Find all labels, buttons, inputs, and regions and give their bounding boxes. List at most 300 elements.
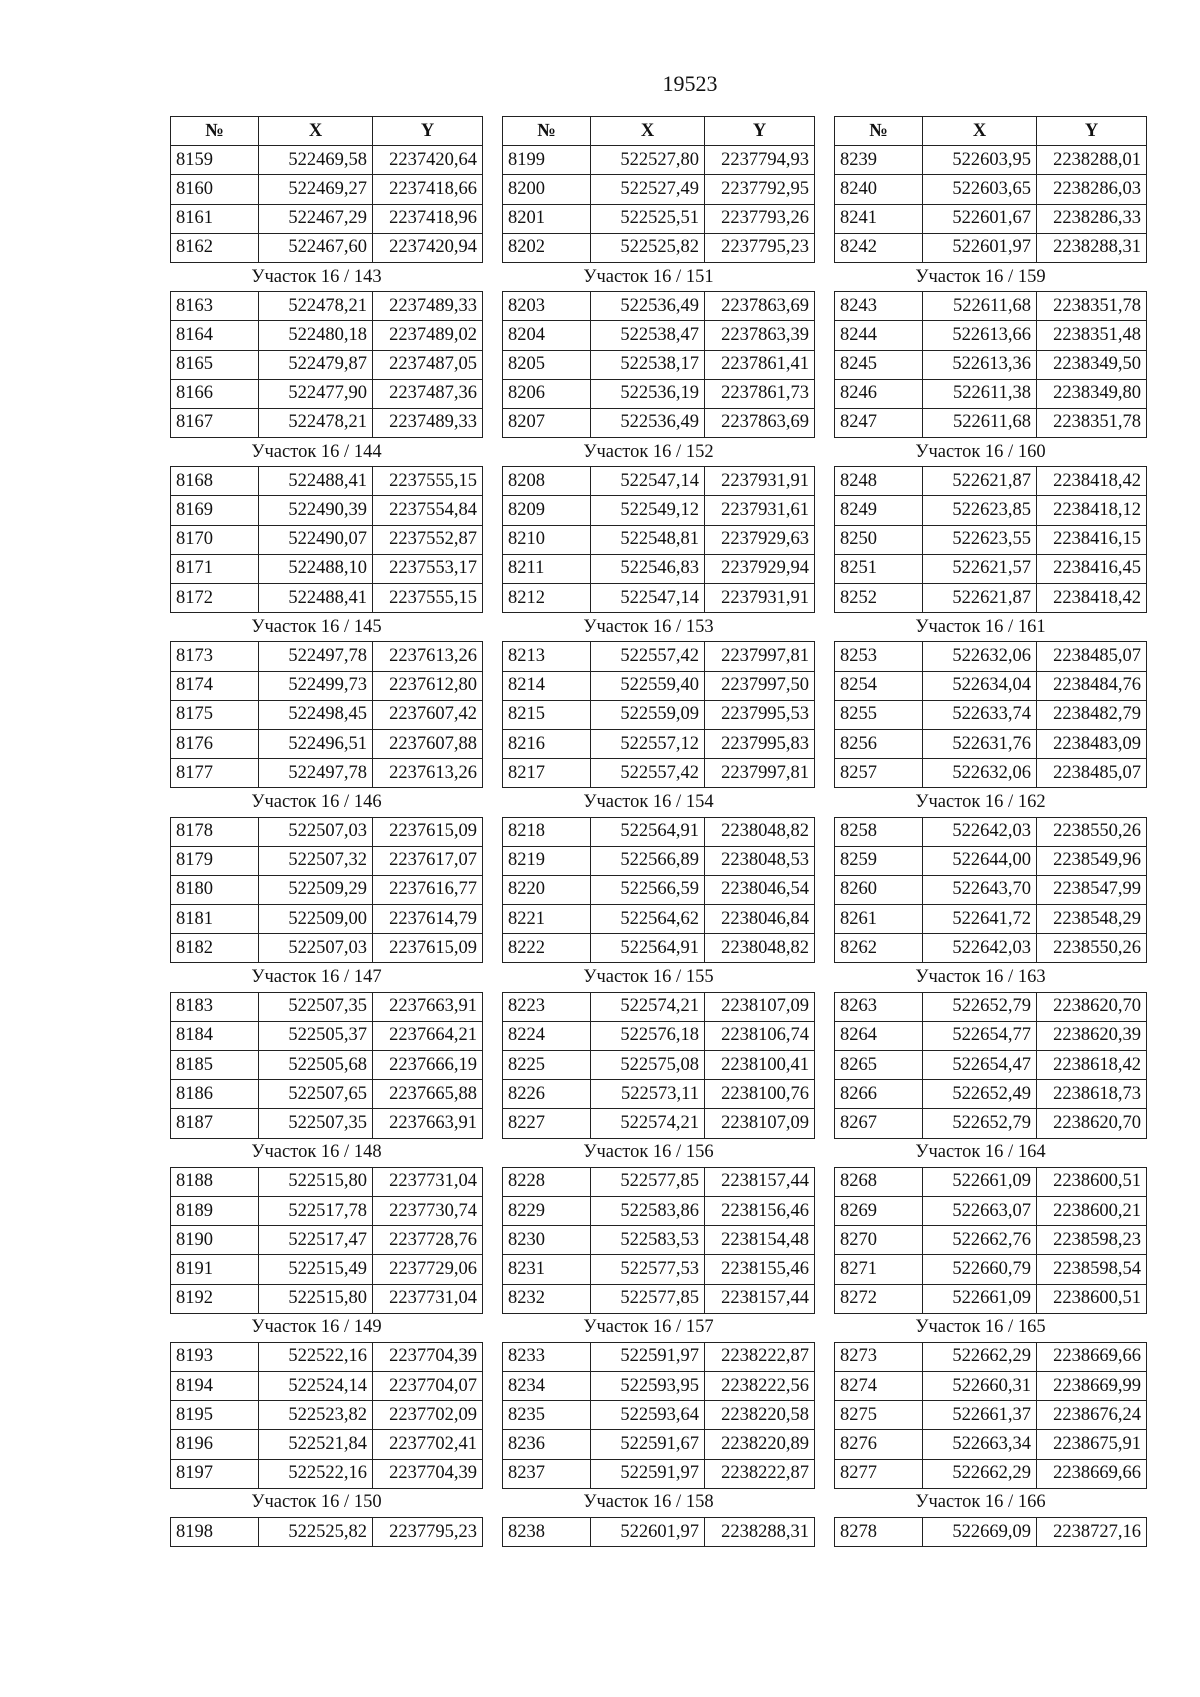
table-row — [171, 584, 483, 613]
point-number-cell: 8258 — [835, 817, 923, 846]
y-coordinate-cell: 2237995,53 — [705, 700, 815, 729]
table-row — [835, 1226, 1147, 1255]
x-coordinate-cell: 522525,82 — [591, 233, 705, 262]
y-coordinate-cell: 2237555,15 — [373, 584, 483, 613]
section-label: Участок 16 / 157 — [503, 1313, 815, 1342]
point-number-cell: 8269 — [835, 1196, 923, 1225]
column-header-number: № — [503, 117, 591, 146]
x-coordinate-cell: 522515,80 — [259, 1284, 373, 1313]
y-coordinate-cell: 2238107,09 — [705, 992, 815, 1021]
x-coordinate-cell: 522603,65 — [923, 175, 1037, 204]
table-row — [503, 1080, 815, 1109]
table-row — [835, 846, 1147, 875]
x-coordinate-cell: 522521,84 — [259, 1430, 373, 1459]
table-row — [503, 1109, 815, 1138]
point-number-cell: 8227 — [503, 1109, 591, 1138]
point-number-cell: 8223 — [503, 992, 591, 1021]
section-header-row — [171, 613, 483, 642]
x-coordinate-cell: 522522,16 — [259, 1459, 373, 1488]
y-coordinate-cell: 2237663,91 — [373, 1109, 483, 1138]
point-number-cell: 8214 — [503, 671, 591, 700]
table-row — [171, 759, 483, 788]
y-coordinate-cell: 2237997,81 — [705, 642, 815, 671]
column-header-number: № — [835, 117, 923, 146]
x-coordinate-cell: 522577,53 — [591, 1255, 705, 1284]
table-row — [171, 350, 483, 379]
x-coordinate-cell: 522611,38 — [923, 379, 1037, 408]
x-coordinate-cell: 522663,07 — [923, 1196, 1037, 1225]
y-coordinate-cell: 2237863,69 — [705, 408, 815, 437]
table-row — [503, 1342, 815, 1371]
point-number-cell: 8186 — [171, 1080, 259, 1109]
point-number-cell: 8170 — [171, 525, 259, 554]
coordinate-table-1 — [170, 116, 483, 1547]
column-header-y: Y — [1037, 117, 1147, 146]
y-coordinate-cell: 2237795,23 — [373, 1518, 483, 1547]
section-label: Участок 16 / 154 — [503, 788, 815, 817]
y-coordinate-cell: 2238351,78 — [1037, 408, 1147, 437]
y-coordinate-cell: 2237617,07 — [373, 846, 483, 875]
y-coordinate-cell: 2237704,07 — [373, 1372, 483, 1401]
table-header-row — [171, 117, 483, 146]
point-number-cell: 8257 — [835, 759, 923, 788]
point-number-cell: 8267 — [835, 1109, 923, 1138]
table-row — [835, 408, 1147, 437]
y-coordinate-cell: 2238550,26 — [1037, 817, 1147, 846]
y-coordinate-cell: 2237728,76 — [373, 1226, 483, 1255]
point-number-cell: 8235 — [503, 1401, 591, 1430]
point-number-cell: 8175 — [171, 700, 259, 729]
section-label: Участок 16 / 148 — [171, 1138, 483, 1167]
table-row — [503, 554, 815, 583]
x-coordinate-cell: 522601,97 — [591, 1518, 705, 1547]
point-number-cell: 8232 — [503, 1284, 591, 1313]
point-number-cell: 8193 — [171, 1342, 259, 1371]
point-number-cell: 8276 — [835, 1430, 923, 1459]
y-coordinate-cell: 2237418,96 — [373, 204, 483, 233]
y-coordinate-cell: 2237704,39 — [373, 1342, 483, 1371]
section-header-row — [503, 963, 815, 992]
table-row — [503, 642, 815, 671]
section-header-row — [171, 788, 483, 817]
x-coordinate-cell: 522621,87 — [923, 467, 1037, 496]
y-coordinate-cell: 2238351,78 — [1037, 292, 1147, 321]
y-coordinate-cell: 2237615,09 — [373, 934, 483, 963]
point-number-cell: 8236 — [503, 1430, 591, 1459]
point-number-cell: 8261 — [835, 905, 923, 934]
y-coordinate-cell: 2238484,76 — [1037, 671, 1147, 700]
section-label: Участок 16 / 147 — [171, 963, 483, 992]
x-coordinate-cell: 522505,68 — [259, 1051, 373, 1080]
table-row — [835, 467, 1147, 496]
x-coordinate-cell: 522654,77 — [923, 1021, 1037, 1050]
x-coordinate-cell: 522654,47 — [923, 1051, 1037, 1080]
x-coordinate-cell: 522634,04 — [923, 671, 1037, 700]
section-label: Участок 16 / 166 — [835, 1488, 1147, 1517]
y-coordinate-cell: 2238046,54 — [705, 875, 815, 904]
point-number-cell: 8176 — [171, 729, 259, 758]
section-label: Участок 16 / 156 — [503, 1138, 815, 1167]
table-row — [503, 292, 815, 321]
table-row — [503, 175, 815, 204]
y-coordinate-cell: 2237702,41 — [373, 1430, 483, 1459]
point-number-cell: 8178 — [171, 817, 259, 846]
table-row — [835, 1196, 1147, 1225]
y-coordinate-cell: 2237607,88 — [373, 729, 483, 758]
x-coordinate-cell: 522527,49 — [591, 175, 705, 204]
page-number: 19523 — [662, 71, 718, 96]
point-number-cell: 8239 — [835, 146, 923, 175]
section-header-row — [835, 963, 1147, 992]
table-row — [503, 875, 815, 904]
section-header-row — [835, 1138, 1147, 1167]
section-label: Участок 16 / 159 — [835, 262, 1147, 291]
table-row — [171, 554, 483, 583]
x-coordinate-cell: 522469,58 — [259, 146, 373, 175]
point-number-cell: 8248 — [835, 467, 923, 496]
point-number-cell: 8259 — [835, 846, 923, 875]
table-row — [835, 1080, 1147, 1109]
table-row — [503, 700, 815, 729]
y-coordinate-cell: 2237420,64 — [373, 146, 483, 175]
point-number-cell: 8179 — [171, 846, 259, 875]
table-row — [835, 729, 1147, 758]
point-number-cell: 8205 — [503, 350, 591, 379]
table-row — [503, 467, 815, 496]
y-coordinate-cell: 2237663,91 — [373, 992, 483, 1021]
table-row — [503, 934, 815, 963]
table-row — [503, 1196, 815, 1225]
table-row — [171, 379, 483, 408]
x-coordinate-cell: 522574,21 — [591, 992, 705, 1021]
section-header-row — [503, 788, 815, 817]
point-number-cell: 8260 — [835, 875, 923, 904]
point-number-cell: 8240 — [835, 175, 923, 204]
x-coordinate-cell: 522507,03 — [259, 934, 373, 963]
table-row — [835, 350, 1147, 379]
x-coordinate-cell: 522613,66 — [923, 321, 1037, 350]
x-coordinate-cell: 522549,12 — [591, 496, 705, 525]
y-coordinate-cell: 2238547,99 — [1037, 875, 1147, 904]
point-number-cell: 8247 — [835, 408, 923, 437]
point-number-cell: 8207 — [503, 408, 591, 437]
y-coordinate-cell: 2238155,46 — [705, 1255, 815, 1284]
y-coordinate-cell: 2237489,33 — [373, 292, 483, 321]
x-coordinate-cell: 522593,64 — [591, 1401, 705, 1430]
coordinate-table-3 — [834, 116, 1147, 1547]
table-row — [503, 1284, 815, 1313]
x-coordinate-cell: 522478,21 — [259, 292, 373, 321]
point-number-cell: 8233 — [503, 1342, 591, 1371]
section-label: Участок 16 / 158 — [503, 1488, 815, 1517]
table-row — [171, 321, 483, 350]
table-row — [171, 729, 483, 758]
table-row — [171, 1080, 483, 1109]
x-coordinate-cell: 522523,82 — [259, 1401, 373, 1430]
table-row — [835, 817, 1147, 846]
point-number-cell: 8203 — [503, 292, 591, 321]
y-coordinate-cell: 2238286,03 — [1037, 175, 1147, 204]
x-coordinate-cell: 522642,03 — [923, 817, 1037, 846]
x-coordinate-cell: 522564,91 — [591, 817, 705, 846]
y-coordinate-cell: 2238048,82 — [705, 817, 815, 846]
x-coordinate-cell: 522601,67 — [923, 204, 1037, 233]
section-header-row — [171, 1138, 483, 1167]
column-header-x: X — [591, 117, 705, 146]
y-coordinate-cell: 2238416,15 — [1037, 525, 1147, 554]
y-coordinate-cell: 2237997,81 — [705, 759, 815, 788]
table-row — [503, 525, 815, 554]
table-row — [835, 1342, 1147, 1371]
point-number-cell: 8183 — [171, 992, 259, 1021]
y-coordinate-cell: 2237931,61 — [705, 496, 815, 525]
point-number-cell: 8230 — [503, 1226, 591, 1255]
table-header-row — [503, 117, 815, 146]
point-number-cell: 8249 — [835, 496, 923, 525]
x-coordinate-cell: 522591,67 — [591, 1430, 705, 1459]
point-number-cell: 8274 — [835, 1372, 923, 1401]
point-number-cell: 8204 — [503, 321, 591, 350]
y-coordinate-cell: 2237613,26 — [373, 759, 483, 788]
table-row — [835, 525, 1147, 554]
section-header-row — [171, 1488, 483, 1517]
table-row — [171, 817, 483, 846]
section-label: Участок 16 / 165 — [835, 1313, 1147, 1342]
x-coordinate-cell: 522577,85 — [591, 1284, 705, 1313]
table-row — [503, 846, 815, 875]
section-header-row — [503, 1313, 815, 1342]
table-row — [503, 992, 815, 1021]
y-coordinate-cell: 2237616,77 — [373, 875, 483, 904]
x-coordinate-cell: 522538,47 — [591, 321, 705, 350]
section-label: Участок 16 / 150 — [171, 1488, 483, 1517]
x-coordinate-cell: 522661,09 — [923, 1167, 1037, 1196]
section-label: Участок 16 / 162 — [835, 788, 1147, 817]
table-row — [171, 467, 483, 496]
point-number-cell: 8220 — [503, 875, 591, 904]
x-coordinate-cell: 522652,49 — [923, 1080, 1037, 1109]
y-coordinate-cell: 2238157,44 — [705, 1167, 815, 1196]
x-coordinate-cell: 522509,00 — [259, 905, 373, 934]
y-coordinate-cell: 2238288,01 — [1037, 146, 1147, 175]
y-coordinate-cell: 2238598,54 — [1037, 1255, 1147, 1284]
table-row — [171, 408, 483, 437]
y-coordinate-cell: 2238106,74 — [705, 1021, 815, 1050]
table-row — [503, 1372, 815, 1401]
y-coordinate-cell: 2237792,95 — [705, 175, 815, 204]
x-coordinate-cell: 522557,12 — [591, 729, 705, 758]
y-coordinate-cell: 2238598,23 — [1037, 1226, 1147, 1255]
point-number-cell: 8218 — [503, 817, 591, 846]
column-header-y: Y — [705, 117, 815, 146]
x-coordinate-cell: 522524,14 — [259, 1372, 373, 1401]
point-number-cell: 8216 — [503, 729, 591, 758]
point-number-cell: 8201 — [503, 204, 591, 233]
table-row — [171, 905, 483, 934]
point-number-cell: 8172 — [171, 584, 259, 613]
section-header-row — [835, 1313, 1147, 1342]
y-coordinate-cell: 2238222,87 — [705, 1342, 815, 1371]
y-coordinate-cell: 2237731,04 — [373, 1284, 483, 1313]
table-row — [171, 642, 483, 671]
table-row — [835, 1255, 1147, 1284]
column-header-number: № — [171, 117, 259, 146]
point-number-cell: 8163 — [171, 292, 259, 321]
column-header-x: X — [259, 117, 373, 146]
x-coordinate-cell: 522478,21 — [259, 408, 373, 437]
y-coordinate-cell: 2237702,09 — [373, 1401, 483, 1430]
x-coordinate-cell: 522566,89 — [591, 846, 705, 875]
point-number-cell: 8278 — [835, 1518, 923, 1547]
table-row — [835, 875, 1147, 904]
x-coordinate-cell: 522642,03 — [923, 934, 1037, 963]
x-coordinate-cell: 522557,42 — [591, 642, 705, 671]
y-coordinate-cell: 2237929,94 — [705, 554, 815, 583]
x-coordinate-cell: 522490,07 — [259, 525, 373, 554]
table-row — [503, 1021, 815, 1050]
point-number-cell: 8265 — [835, 1051, 923, 1080]
x-coordinate-cell: 522576,18 — [591, 1021, 705, 1050]
section-header-row — [171, 1313, 483, 1342]
x-coordinate-cell: 522497,78 — [259, 642, 373, 671]
point-number-cell: 8194 — [171, 1372, 259, 1401]
x-coordinate-cell: 522583,86 — [591, 1196, 705, 1225]
table-row — [503, 496, 815, 525]
x-coordinate-cell: 522515,80 — [259, 1167, 373, 1196]
point-number-cell: 8185 — [171, 1051, 259, 1080]
y-coordinate-cell: 2237665,88 — [373, 1080, 483, 1109]
x-coordinate-cell: 522525,82 — [259, 1518, 373, 1547]
y-coordinate-cell: 2237861,41 — [705, 350, 815, 379]
y-coordinate-cell: 2238485,07 — [1037, 759, 1147, 788]
section-label: Участок 16 / 155 — [503, 963, 815, 992]
table-row — [503, 671, 815, 700]
section-label: Участок 16 / 151 — [503, 262, 815, 291]
y-coordinate-cell: 2238416,45 — [1037, 554, 1147, 583]
point-number-cell: 8271 — [835, 1255, 923, 1284]
section-header-row — [503, 262, 815, 291]
point-number-cell: 8196 — [171, 1430, 259, 1459]
y-coordinate-cell: 2237612,80 — [373, 671, 483, 700]
table-row — [835, 1430, 1147, 1459]
x-coordinate-cell: 522477,90 — [259, 379, 373, 408]
point-number-cell: 8244 — [835, 321, 923, 350]
x-coordinate-cell: 522621,57 — [923, 554, 1037, 583]
table-row — [171, 175, 483, 204]
section-header-row — [503, 1488, 815, 1517]
x-coordinate-cell: 522662,29 — [923, 1342, 1037, 1371]
table-row — [171, 700, 483, 729]
x-coordinate-cell: 522591,97 — [591, 1459, 705, 1488]
x-coordinate-cell: 522546,83 — [591, 554, 705, 583]
point-number-cell: 8165 — [171, 350, 259, 379]
x-coordinate-cell: 522591,97 — [591, 1342, 705, 1371]
x-coordinate-cell: 522566,59 — [591, 875, 705, 904]
point-number-cell: 8191 — [171, 1255, 259, 1284]
point-number-cell: 8192 — [171, 1284, 259, 1313]
y-coordinate-cell: 2237929,63 — [705, 525, 815, 554]
table-row — [171, 992, 483, 1021]
table-row — [171, 204, 483, 233]
section-label: Участок 16 / 149 — [171, 1313, 483, 1342]
y-coordinate-cell: 2238418,12 — [1037, 496, 1147, 525]
point-number-cell: 8159 — [171, 146, 259, 175]
y-coordinate-cell: 2238100,41 — [705, 1051, 815, 1080]
point-number-cell: 8263 — [835, 992, 923, 1021]
table-row — [835, 496, 1147, 525]
section-label: Участок 16 / 161 — [835, 613, 1147, 642]
x-coordinate-cell: 522652,79 — [923, 1109, 1037, 1138]
x-coordinate-cell: 522573,11 — [591, 1080, 705, 1109]
point-number-cell: 8199 — [503, 146, 591, 175]
point-number-cell: 8277 — [835, 1459, 923, 1488]
table-row — [835, 379, 1147, 408]
point-number-cell: 8167 — [171, 408, 259, 437]
table-row — [835, 1051, 1147, 1080]
x-coordinate-cell: 522490,39 — [259, 496, 373, 525]
x-coordinate-cell: 522522,16 — [259, 1342, 373, 1371]
table-row — [503, 1167, 815, 1196]
table-row — [171, 1255, 483, 1284]
point-number-cell: 8270 — [835, 1226, 923, 1255]
y-coordinate-cell: 2238675,91 — [1037, 1430, 1147, 1459]
table-row — [835, 700, 1147, 729]
y-coordinate-cell: 2237420,94 — [373, 233, 483, 262]
x-coordinate-cell: 522621,87 — [923, 584, 1037, 613]
y-coordinate-cell: 2237731,04 — [373, 1167, 483, 1196]
y-coordinate-cell: 2237487,36 — [373, 379, 483, 408]
y-coordinate-cell: 2237730,74 — [373, 1196, 483, 1225]
y-coordinate-cell: 2238600,51 — [1037, 1284, 1147, 1313]
y-coordinate-cell: 2238048,53 — [705, 846, 815, 875]
y-coordinate-cell: 2237793,26 — [705, 204, 815, 233]
y-coordinate-cell: 2237607,42 — [373, 700, 483, 729]
point-number-cell: 8255 — [835, 700, 923, 729]
table-row — [835, 642, 1147, 671]
y-coordinate-cell: 2237931,91 — [705, 584, 815, 613]
point-number-cell: 8162 — [171, 233, 259, 262]
table-row — [835, 1459, 1147, 1488]
table-row — [171, 1109, 483, 1138]
table-row — [835, 204, 1147, 233]
point-number-cell: 8169 — [171, 496, 259, 525]
coordinate-table-2 — [502, 116, 815, 1547]
section-label: Участок 16 / 145 — [171, 613, 483, 642]
table-row — [835, 934, 1147, 963]
y-coordinate-cell: 2238157,44 — [705, 1284, 815, 1313]
table-row — [503, 321, 815, 350]
x-coordinate-cell: 522669,09 — [923, 1518, 1037, 1547]
table-row — [835, 1109, 1147, 1138]
table-row — [835, 584, 1147, 613]
section-label: Участок 16 / 143 — [171, 262, 483, 291]
x-coordinate-cell: 522583,53 — [591, 1226, 705, 1255]
point-number-cell: 8188 — [171, 1167, 259, 1196]
x-coordinate-cell: 522488,41 — [259, 467, 373, 496]
section-header-row — [835, 613, 1147, 642]
table-row — [171, 1372, 483, 1401]
x-coordinate-cell: 522517,78 — [259, 1196, 373, 1225]
x-coordinate-cell: 522661,09 — [923, 1284, 1037, 1313]
table-row — [835, 1518, 1147, 1547]
x-coordinate-cell: 522559,09 — [591, 700, 705, 729]
y-coordinate-cell: 2238100,76 — [705, 1080, 815, 1109]
table-row — [835, 759, 1147, 788]
table-row — [503, 905, 815, 934]
table-row — [503, 1255, 815, 1284]
table-row — [503, 204, 815, 233]
section-label: Участок 16 / 160 — [835, 438, 1147, 467]
